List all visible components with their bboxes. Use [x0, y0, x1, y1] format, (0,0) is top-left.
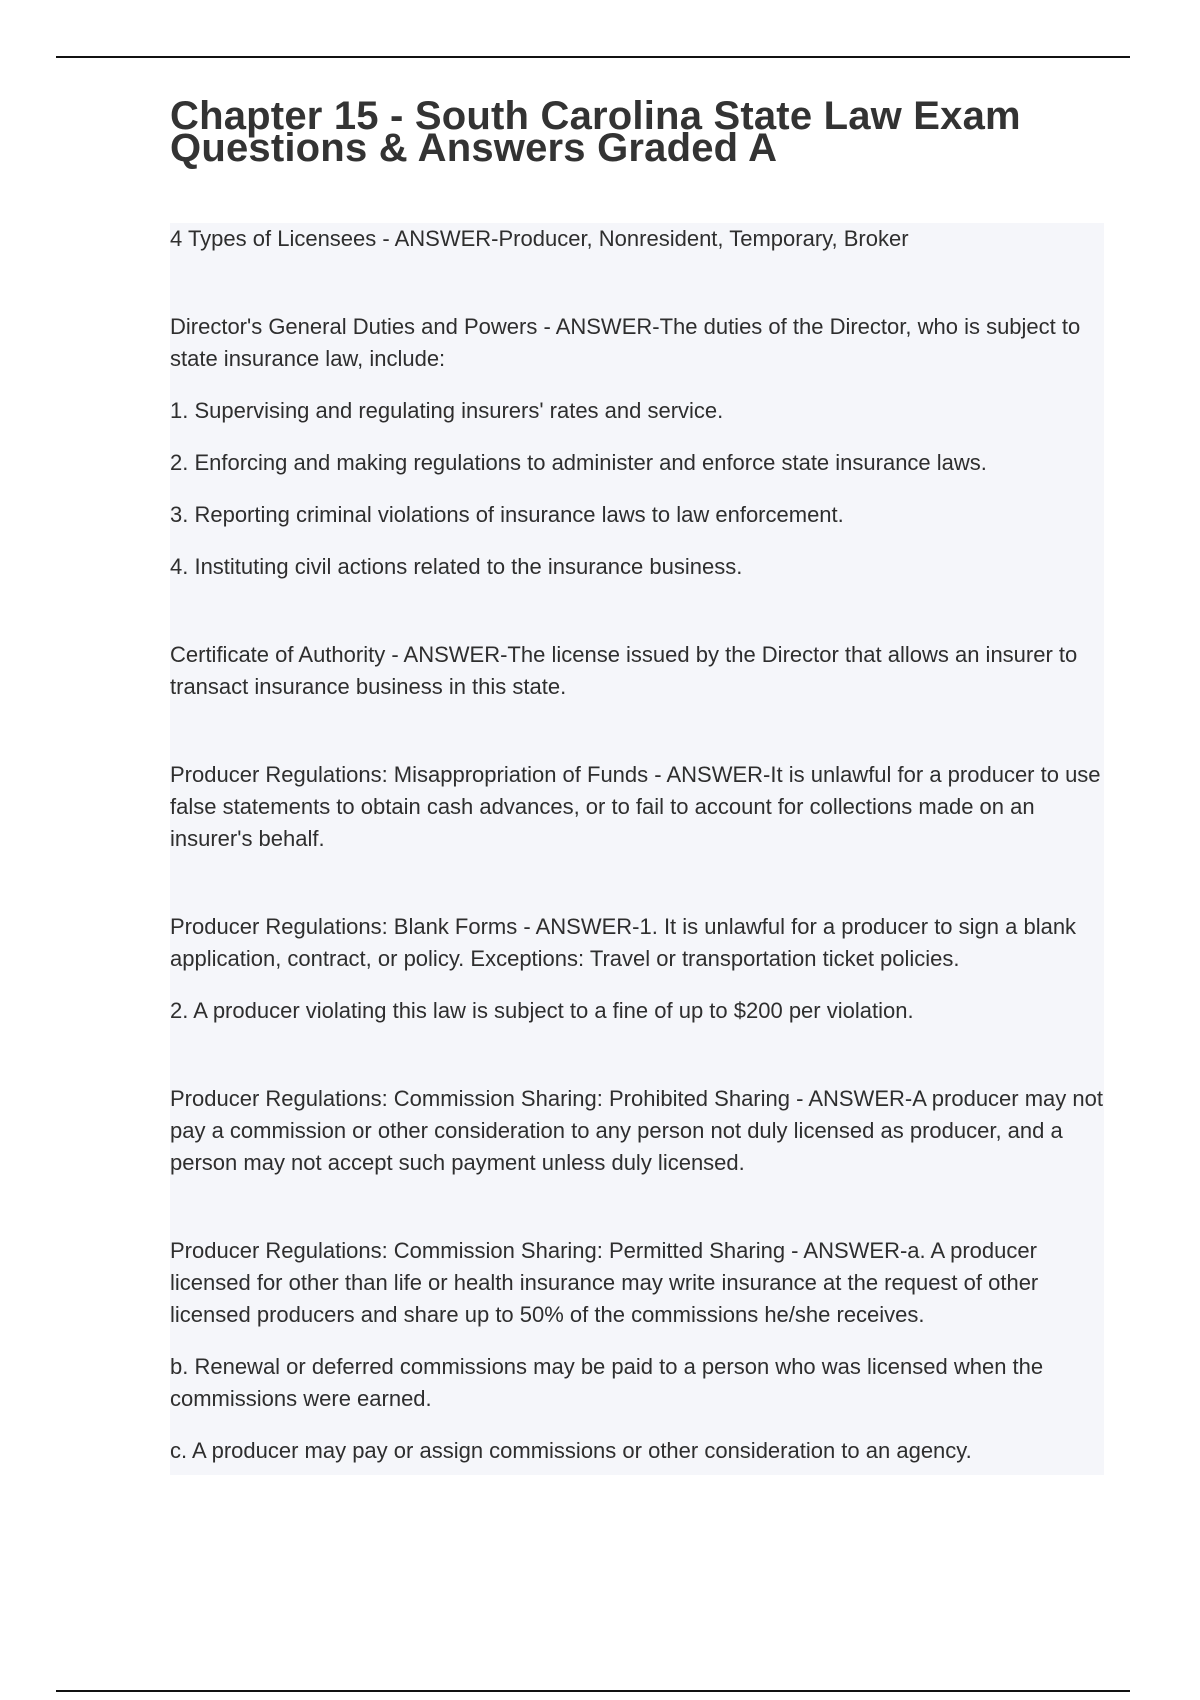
qa-question-answer: Producer Regulations: Misappropriation of Funds - ANSWER-It is unlawful for a producer to use false statements to obtain cash advances, or to fail to account for collections made on an insurer's behalf. [170, 762, 1101, 851]
document-title: Chapter 15 - South Carolina State Law Exam Questions & Answers Graded A [170, 94, 1021, 170]
qa-answer-item: 4. Instituting civil actions related to the insurance business. [170, 554, 743, 579]
qa-question-answer: 4 Types of Licensees - ANSWER-Producer, Nonresident, Temporary, Broker [170, 226, 909, 251]
qa-entry [170, 1235, 1104, 1467]
qa-question-answer: Producer Regulations: Commission Sharing: Prohibited Sharing - ANSWER-A producer may not pay a commission or other consideration to any person not duly licensed as producer, and a person may not accept such payment unless duly licensed. [170, 1086, 1103, 1175]
qa-entry [170, 311, 1104, 583]
qa-answer-item: 2. Enforcing and making regulations to administer and enforce state insurance laws. [170, 450, 987, 475]
bottom-divider [56, 1690, 1130, 1692]
qa-answer-item: 2. A producer violating this law is subject to a fine of up to $200 per violation. [170, 998, 914, 1023]
top-divider [56, 56, 1130, 58]
qa-answer-item: 1. Supervising and regulating insurers' rates and service. [170, 398, 724, 423]
qa-entry [170, 911, 1104, 1027]
qa-answer-item: c. A producer may pay or assign commissions or other consideration to an agency. [170, 1438, 972, 1463]
qa-content [170, 223, 1104, 1475]
qa-answer-item: b. Renewal or deferred commissions may be paid to a person who was licensed when the commissions were earned. [170, 1354, 1044, 1411]
qa-question-answer: Director's General Duties and Powers - ANSWER-The duties of the Director, who is subject to state insurance law, include: [170, 314, 1081, 371]
qa-entry [170, 759, 1104, 855]
qa-question-answer: Producer Regulations: Blank Forms - ANSWER-1. It is unlawful for a producer to sign a blank application, contract, or policy. Exceptions: Travel or transportation ticket policies. [170, 914, 1077, 971]
qa-entry [170, 223, 1104, 255]
qa-question-answer: Certificate of Authority - ANSWER-The license issued by the Director that allows an insurer to transact insurance business in this state. [170, 642, 1078, 699]
qa-entry [170, 639, 1104, 703]
qa-entry [170, 1083, 1104, 1179]
qa-answer-item: 3. Reporting criminal violations of insurance laws to law enforcement. [170, 502, 844, 527]
qa-question-answer: Producer Regulations: Commission Sharing: Permitted Sharing - ANSWER-a. A producer licensed for other than life or health insurance may write insurance at the request of other licensed producers and share up to 50% of the commissions he/she receives. [170, 1238, 1039, 1327]
